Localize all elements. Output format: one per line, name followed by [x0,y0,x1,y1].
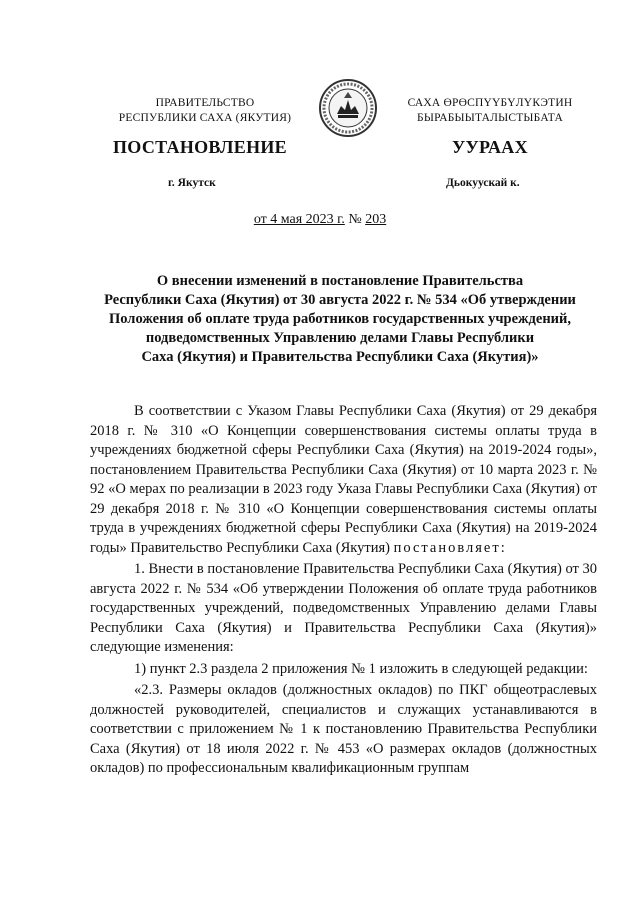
subject-line: подведомственных Управлению делами Главы Республики [145,330,535,346]
doc-type-sah: УУРААХ [452,137,528,157]
body-paragraph-preamble [90,402,597,558]
resolves-word: постановляет: [393,539,507,556]
number-sign: № [348,212,362,227]
header-left-ru [110,96,300,126]
subject-line: Саха (Якутия) и Правительства Республики Саха (Якутия)» [141,349,539,365]
body-paragraph-2-3: «2.3. Размеры окладов (должностных окладов) по ПКГ общеотраслевых должностей руководителей, специалистов и служащих устанавливаются в соответствии с приложением № 1 к постановлению Правительства Республики Саха (Якутия) от 18 июля 2022 г. № 453 «О размерах окладов (должностных окладов) по профессиональным квалификационным группам [90,682,597,776]
coat-of-arms-icon [318,78,378,138]
header-right-line2: БЫРАБЫЫТАЛЫСТЫБАТА [417,112,563,124]
body-paragraph-item-1: 1) пункт 2.3 раздела 2 приложения № 1 изложить в следующей редакции: [134,660,588,677]
header-right-sah [395,96,585,126]
subject-line: О внесении изменений в постановление Правительства [156,273,524,289]
city-ru: г. Якутск [168,177,216,189]
header-right-line1: САХА ӨРӨСПҮҮБҮЛҮКЭТИН [407,97,573,109]
preamble-text: В соответствии с Указом Главы Республики Саха (Якутия) от 29 декабря 2018 г. № 310 «О Концепции совершенствования системы оплаты труда в учреждениях бюджетной сферы Республики Саха (Якутия) на 2019-2024 годы», постановлением Правительства Республики Саха (Якутия) от 10 марта 2023 г. № 92 «О мерах по реализации в 2023 году Указа Главы Республики Саха (Якутия) от 29 декабря 2018 г. № 310 «О Концепции совершенствования системы оплаты труда в учреждениях бюджетной сферы Республики Саха (Якутия) на 2019-2024 годы» Правительство Республики Саха (Якутия) [90,403,597,556]
decree-date: от 4 мая 2023 г. [253,212,345,227]
decree-number: 203 [365,212,387,227]
city-sah: Дьокуускай к. [446,177,520,189]
header-left-line1: ПРАВИТЕЛЬСТВО [155,97,255,109]
decree-date-number [0,212,640,228]
subject-line: Республики Саха (Якутия) от 30 августа 2022 г. № 534 «Об утверждении [104,292,576,308]
body-paragraph-1: 1. Внести в постановление Правительства Республики Саха (Якутия) от 30 августа 2022 г. № 534 «Об утверждении Положения об оплате труда работников государственных учреждений, подведомственных Управлению делами Главы Республики Саха (Якутия) и Правительства Республики Саха (Якутия)» следующие изменения: [90,561,597,655]
decree-subject [90,272,590,367]
header-left-line2: РЕСПУБЛИКИ САХА (ЯКУТИЯ) [118,112,292,124]
subject-line: Положения об оплате труда работников государственных учреждений, [108,311,572,327]
decree-body [90,402,597,779]
doc-type-ru: ПОСТАНОВЛЕНИЕ [113,137,287,157]
